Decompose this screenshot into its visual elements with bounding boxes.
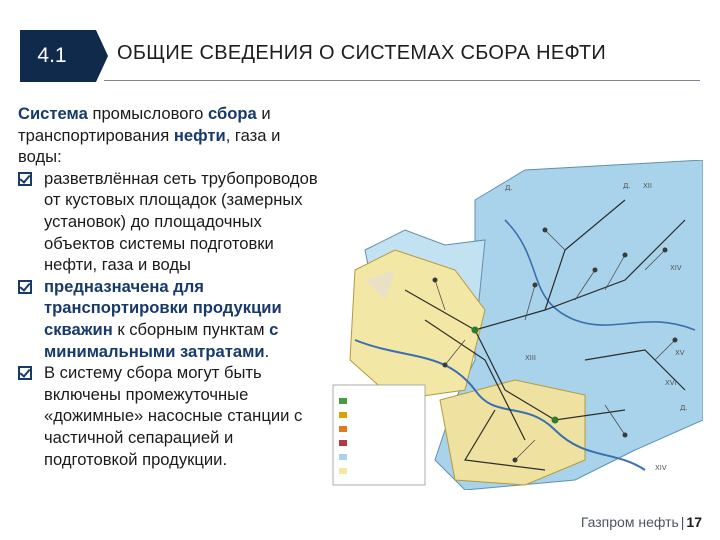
region-label: XII: [643, 182, 652, 190]
title-divider: [104, 80, 700, 81]
legend-swatch: [339, 468, 347, 474]
footer-separator: |: [680, 514, 685, 530]
bullet-purpose-bold: предназначена для транспортировки продукции скважин: [44, 276, 282, 339]
body-text: [18, 103, 318, 470]
region-label: Д.: [623, 182, 631, 190]
bullet-purpose: [18, 276, 318, 362]
intro-word-oil: нефти: [173, 125, 226, 145]
intro-text-3: , газа и воды:: [18, 125, 281, 167]
bullet-purpose-bold-2: с минимальными затратами: [44, 319, 279, 361]
legend-swatch: [339, 440, 347, 446]
oilfield-gathering-map: [325, 160, 703, 490]
region-label: Д.: [680, 404, 688, 412]
map-oilfield-area: [440, 380, 585, 485]
bullet-purpose-text: к сборным пунктам: [112, 319, 270, 339]
intro-text-1: промыслового: [87, 104, 209, 123]
region-label: XV: [675, 349, 685, 357]
bullet-booster: [18, 362, 318, 470]
region-label: Д.: [505, 184, 513, 192]
intro-word-gathering: сбора: [208, 104, 257, 123]
checkbox-bullet-icon: [18, 366, 32, 380]
page-title: ОБЩИЕ СВЕДЕНИЯ О СИСТЕМАХ СБОРА НЕФТИ: [117, 42, 607, 64]
region-label: XIII: [525, 354, 536, 362]
bullet-booster-text: В систему сбора могут быть включены промежуточные «дожимные» насосные станции с частичной сепарацией и подготовкой продукции.: [44, 363, 303, 469]
bullet-network: [18, 168, 318, 276]
bullet-network-text: разветвлённая сеть трубопроводов от кустовых площадок (замерных установок) до площадочных объектов системы подготовки нефти, газа и воды: [44, 168, 318, 275]
region-label: XVI: [665, 379, 677, 387]
footer: [581, 514, 702, 530]
region-label: XIV: [655, 464, 667, 472]
region-label: XIV: [670, 264, 682, 272]
checkbox-bullet-icon: [18, 172, 32, 186]
checkbox-bullet-icon: [18, 280, 32, 294]
page-number: 17: [686, 514, 702, 530]
legend-swatch: [339, 454, 347, 460]
intro-paragraph: [18, 103, 318, 168]
legend-swatch: [339, 426, 347, 432]
legend-swatch: [339, 412, 347, 418]
intro-text-2: и транспортирования: [18, 104, 271, 145]
legend-swatch: [339, 398, 347, 404]
footer-company: Газпром нефть: [580, 514, 679, 530]
bullet-purpose-end: .: [264, 341, 270, 361]
section-number: 4.1: [37, 44, 67, 67]
intro-word-system: Система: [18, 104, 88, 123]
